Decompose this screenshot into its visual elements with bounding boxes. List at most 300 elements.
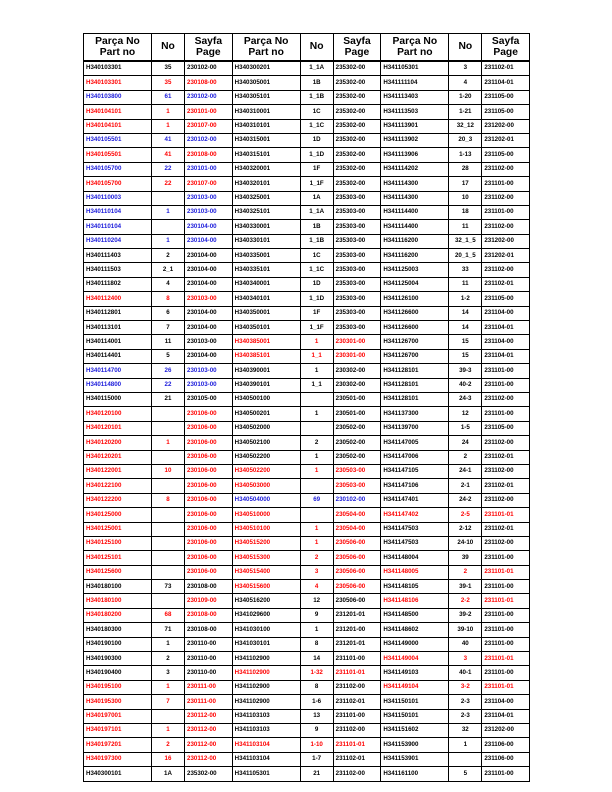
table-row xyxy=(84,292,530,306)
item-number-cell: 39-1 xyxy=(449,580,482,594)
page-number-cell: 230104-00 xyxy=(185,306,233,320)
part-number-cell: H341148106 xyxy=(381,594,449,608)
page-number-cell: 235303-00 xyxy=(333,234,381,248)
page-number-cell: 231102-00 xyxy=(482,536,530,550)
item-number-cell: 22 xyxy=(152,162,185,176)
part-number-cell: H340300101 xyxy=(84,767,152,781)
parts-index-sheet xyxy=(83,33,529,782)
table-row xyxy=(84,551,530,565)
item-number-cell: 3 xyxy=(152,666,185,680)
item-number-cell: 39 xyxy=(449,551,482,565)
item-number-cell: 4 xyxy=(300,580,333,594)
item-number-cell: 16 xyxy=(152,752,185,766)
item-number-cell: 73 xyxy=(152,580,185,594)
table-row xyxy=(84,767,530,781)
page-number-cell: 230106-00 xyxy=(185,565,233,579)
page-number-cell: 230101-00 xyxy=(185,105,233,119)
part-number-cell: H341147105 xyxy=(381,464,449,478)
part-number-cell: H341103104 xyxy=(232,752,300,766)
part-number-cell: H341113906 xyxy=(381,148,449,162)
item-number-cell: 33 xyxy=(449,263,482,277)
page-number-cell: 235303-00 xyxy=(333,277,381,291)
item-number-cell: 1_1B xyxy=(300,90,333,104)
page-number-cell: 230302-00 xyxy=(333,378,381,392)
header-part-no: Parça No Part no xyxy=(84,34,152,62)
part-number-cell: H340330101 xyxy=(232,234,300,248)
part-number-cell: H341161100 xyxy=(381,767,449,781)
item-number-cell: 11 xyxy=(449,220,482,234)
page-number-cell: 235302-00 xyxy=(185,767,233,781)
page-number-cell: 231101-01 xyxy=(482,652,530,666)
part-number-cell: H340502200 xyxy=(232,464,300,478)
page-number-cell: 230107-00 xyxy=(185,177,233,191)
part-number-cell: H340125000 xyxy=(84,508,152,522)
item-number-cell: 1F xyxy=(300,306,333,320)
part-number-cell: H341030101 xyxy=(232,637,300,651)
item-number-cell: 10 xyxy=(152,464,185,478)
table-row xyxy=(84,738,530,752)
item-number-cell: 2 xyxy=(300,436,333,450)
part-number-cell: H340320101 xyxy=(232,177,300,191)
item-number-cell: 32_1_5 xyxy=(449,234,482,248)
part-number-cell: H341126600 xyxy=(381,306,449,320)
page-number-cell: 230506-00 xyxy=(333,551,381,565)
page-number-cell: 230112-00 xyxy=(185,723,233,737)
part-number-cell: H341114300 xyxy=(381,177,449,191)
part-number-cell: H340197300 xyxy=(84,752,152,766)
page-number-cell: 231101-01 xyxy=(482,508,530,522)
part-number-cell: H340120100 xyxy=(84,407,152,421)
part-number-cell: H340502000 xyxy=(232,421,300,435)
page-number-cell: 231102-01 xyxy=(333,752,381,766)
page-number-cell: 230503-00 xyxy=(333,464,381,478)
page-number-cell: 230506-00 xyxy=(333,580,381,594)
item-number-cell: 5 xyxy=(449,767,482,781)
item-number-cell xyxy=(152,565,185,579)
table-row xyxy=(84,177,530,191)
part-number-cell: H340122200 xyxy=(84,493,152,507)
part-number-cell: H341149004 xyxy=(381,652,449,666)
part-number-cell: H341102900 xyxy=(232,695,300,709)
item-number-cell: 35 xyxy=(152,61,185,76)
part-number-cell: H341128101 xyxy=(381,378,449,392)
item-number-cell: 1 xyxy=(300,536,333,550)
part-number-cell: H341150101 xyxy=(381,695,449,709)
page-number-cell: 235302-00 xyxy=(333,105,381,119)
page-number-cell: 231101-00 xyxy=(482,767,530,781)
item-number-cell: 4 xyxy=(152,277,185,291)
part-number-cell: H340125600 xyxy=(84,565,152,579)
item-number-cell: 2_1 xyxy=(152,263,185,277)
item-number-cell: 11 xyxy=(152,335,185,349)
part-number-cell: H340110204 xyxy=(84,234,152,248)
part-number-cell: H340315001 xyxy=(232,133,300,147)
part-number-cell: H340190300 xyxy=(84,652,152,666)
page-number-cell: 231101-00 xyxy=(482,551,530,565)
part-number-cell: H340111503 xyxy=(84,263,152,277)
part-number-cell: H340180100 xyxy=(84,594,152,608)
page-number-cell: 230104-00 xyxy=(185,321,233,335)
part-number-cell: H340197201 xyxy=(84,738,152,752)
part-number-cell: H340103301 xyxy=(84,76,152,90)
page-number-cell: 231101-00 xyxy=(482,407,530,421)
page-number-cell: 231102-00 xyxy=(482,436,530,450)
page-number-cell: 230106-00 xyxy=(185,436,233,450)
page-number-cell: 231105-00 xyxy=(482,148,530,162)
page-number-cell: 231101-00 xyxy=(482,666,530,680)
page-number-cell: 230506-00 xyxy=(333,536,381,550)
page-number-cell: 235302-00 xyxy=(333,61,381,76)
item-number-cell xyxy=(152,594,185,608)
table-body xyxy=(84,61,530,781)
part-number-cell: H341030100 xyxy=(232,623,300,637)
part-number-cell: H340515200 xyxy=(232,536,300,550)
table-row xyxy=(84,608,530,622)
part-number-cell: H340335101 xyxy=(232,263,300,277)
page-number-cell: 230112-00 xyxy=(185,738,233,752)
part-number-cell: H340325001 xyxy=(232,191,300,205)
part-number-cell: H341128101 xyxy=(381,392,449,406)
item-number-cell: 35 xyxy=(152,76,185,90)
page-number-cell: 231102-00 xyxy=(482,493,530,507)
table-row xyxy=(84,162,530,176)
item-number-cell: 41 xyxy=(152,148,185,162)
item-number-cell: 12 xyxy=(449,407,482,421)
item-number-cell: 20_1_5 xyxy=(449,249,482,263)
page-number-cell: 231101-00 xyxy=(482,364,530,378)
part-number-cell: H341147503 xyxy=(381,536,449,550)
page-number-cell: 231102-00 xyxy=(482,464,530,478)
table-row xyxy=(84,364,530,378)
part-number-cell: H341151602 xyxy=(381,723,449,737)
part-number-cell: H340190100 xyxy=(84,637,152,651)
part-number-cell: H341111104 xyxy=(381,76,449,90)
part-number-cell: H341113403 xyxy=(381,90,449,104)
item-number-cell: 9 xyxy=(300,608,333,622)
page-number-cell: 230302-00 xyxy=(333,364,381,378)
page-number-cell: 231102-00 xyxy=(482,392,530,406)
page-number-cell: 235303-00 xyxy=(333,263,381,277)
page-number-cell: 231101-00 xyxy=(482,637,530,651)
item-number-cell: 41 xyxy=(152,133,185,147)
item-number-cell: 40-2 xyxy=(449,378,482,392)
part-number-cell: H340195300 xyxy=(84,695,152,709)
page-number-cell: 230110-00 xyxy=(185,666,233,680)
table-row xyxy=(84,133,530,147)
item-number-cell: 8 xyxy=(152,292,185,306)
page-number-cell: 231102-00 xyxy=(333,723,381,737)
part-number-cell: H340385001 xyxy=(232,335,300,349)
item-number-cell: 1B xyxy=(300,220,333,234)
item-number-cell: 1-32 xyxy=(300,666,333,680)
page-number-cell: 231102-00 xyxy=(482,263,530,277)
table-row xyxy=(84,205,530,219)
page-number-cell: 231102-00 xyxy=(482,220,530,234)
item-number-cell: 2 xyxy=(152,249,185,263)
item-number-cell: 1 xyxy=(152,723,185,737)
part-number-cell: H341113503 xyxy=(381,105,449,119)
table-row xyxy=(84,119,530,133)
table-row xyxy=(84,76,530,90)
item-number-cell: 1 xyxy=(152,436,185,450)
part-number-cell: H340110104 xyxy=(84,205,152,219)
part-number-cell: H340125001 xyxy=(84,522,152,536)
page-number-cell: 231105-00 xyxy=(482,292,530,306)
page-number-cell: 231201-01 xyxy=(333,608,381,622)
table-row xyxy=(84,464,530,478)
page-number-cell: 230102-00 xyxy=(185,133,233,147)
item-number-cell: 1 xyxy=(152,119,185,133)
page-number-cell: 235303-00 xyxy=(333,321,381,335)
part-number-cell: H340104101 xyxy=(84,105,152,119)
page-number-cell: 230104-00 xyxy=(185,349,233,363)
page-number-cell: 231104-00 xyxy=(482,306,530,320)
item-number-cell: 1 xyxy=(300,464,333,478)
item-number-cell: 1_1A xyxy=(300,205,333,219)
page-number-cell: 231102-00 xyxy=(482,162,530,176)
item-number-cell: 68 xyxy=(152,608,185,622)
item-number-cell: 1 xyxy=(300,450,333,464)
item-number-cell: 2-2 xyxy=(449,594,482,608)
item-number-cell: 28 xyxy=(449,162,482,176)
item-number-cell: 69 xyxy=(300,493,333,507)
item-number-cell: 1-21 xyxy=(449,105,482,119)
page-number-cell: 230501-00 xyxy=(333,407,381,421)
item-number-cell: 71 xyxy=(152,623,185,637)
part-number-cell: H340112801 xyxy=(84,306,152,320)
page-number-cell: 231101-01 xyxy=(482,565,530,579)
item-number-cell: 61 xyxy=(152,90,185,104)
item-number-cell: 1 xyxy=(300,522,333,536)
part-number-cell: H341103103 xyxy=(232,709,300,723)
part-number-cell: H340340101 xyxy=(232,292,300,306)
part-number-cell: H340197101 xyxy=(84,723,152,737)
item-number-cell: 8 xyxy=(300,637,333,651)
item-number-cell: 11 xyxy=(449,277,482,291)
part-number-cell: H340120101 xyxy=(84,421,152,435)
part-number-cell: H341102900 xyxy=(232,666,300,680)
page-number-cell: 230112-00 xyxy=(185,752,233,766)
page-number-cell: 231102-01 xyxy=(482,61,530,76)
item-number-cell: 14 xyxy=(449,321,482,335)
page-number-cell: 230103-00 xyxy=(185,378,233,392)
part-number-cell: H341125004 xyxy=(381,277,449,291)
header-no: No xyxy=(300,34,333,62)
table-row xyxy=(84,335,530,349)
part-number-cell: H340103800 xyxy=(84,90,152,104)
part-number-cell: H341126700 xyxy=(381,335,449,349)
page-number-cell: 230106-00 xyxy=(185,536,233,550)
part-number-cell: H340103301 xyxy=(84,61,152,76)
parts-index-table xyxy=(83,33,530,782)
page-number-cell: 230106-00 xyxy=(185,522,233,536)
table-row xyxy=(84,723,530,737)
page-number-cell: 231101-01 xyxy=(333,666,381,680)
page-number-cell: 231106-00 xyxy=(482,752,530,766)
item-number-cell: 8 xyxy=(300,680,333,694)
page-number-cell: 230103-00 xyxy=(185,292,233,306)
part-number-cell: H340197001 xyxy=(84,709,152,723)
page-number-cell: 230106-00 xyxy=(185,464,233,478)
part-number-cell: H340510000 xyxy=(232,508,300,522)
part-number-cell: H340515300 xyxy=(232,551,300,565)
part-number-cell: H340320001 xyxy=(232,162,300,176)
page-number-cell: 235302-00 xyxy=(333,162,381,176)
page-number-cell: 231105-00 xyxy=(482,105,530,119)
page-number-cell: 230502-00 xyxy=(333,450,381,464)
part-number-cell: H340190400 xyxy=(84,666,152,680)
page-number-cell: 231102-01 xyxy=(333,695,381,709)
page-number-cell: 230301-00 xyxy=(333,349,381,363)
part-number-cell: H340180100 xyxy=(84,580,152,594)
part-number-cell: H340516200 xyxy=(232,594,300,608)
part-number-cell: H341148004 xyxy=(381,551,449,565)
page-number-cell: 230503-00 xyxy=(333,479,381,493)
item-number-cell: 1_1B xyxy=(300,234,333,248)
header-page: Sayfa Page xyxy=(482,34,530,62)
part-number-cell: H340122100 xyxy=(84,479,152,493)
page-number-cell: 231202-00 xyxy=(482,119,530,133)
page-number-cell: 230104-00 xyxy=(185,263,233,277)
part-number-cell: H340114700 xyxy=(84,364,152,378)
part-number-cell: H341103103 xyxy=(232,723,300,737)
page-number-cell: 230301-00 xyxy=(333,335,381,349)
page-number-cell: 230104-00 xyxy=(185,220,233,234)
table-row xyxy=(84,709,530,723)
page-number-cell: 231104-01 xyxy=(482,76,530,90)
part-number-cell: H340114001 xyxy=(84,335,152,349)
page-number-cell: 230502-00 xyxy=(333,421,381,435)
item-number-cell: 1-13 xyxy=(449,148,482,162)
item-number-cell xyxy=(152,508,185,522)
page-number-cell: 231104-01 xyxy=(482,709,530,723)
page-number-cell: 231101-00 xyxy=(482,623,530,637)
part-number-cell: H340350101 xyxy=(232,321,300,335)
page-number-cell: 231102-00 xyxy=(333,767,381,781)
part-number-cell: H340104101 xyxy=(84,119,152,133)
page-number-cell: 230110-00 xyxy=(185,652,233,666)
page-number-cell: 230106-00 xyxy=(185,407,233,421)
item-number-cell: 2-3 xyxy=(449,709,482,723)
table-row xyxy=(84,306,530,320)
page-number-cell: 230106-00 xyxy=(185,508,233,522)
item-number-cell: 14 xyxy=(300,652,333,666)
page-number-cell: 231202-01 xyxy=(482,133,530,147)
item-number-cell xyxy=(449,752,482,766)
part-number-cell: H340114800 xyxy=(84,378,152,392)
item-number-cell xyxy=(152,522,185,536)
page-number-cell: 231101-01 xyxy=(333,738,381,752)
header-part-no: Parça No Part no xyxy=(381,34,449,62)
part-number-cell: H340503000 xyxy=(232,479,300,493)
part-number-cell: H341147005 xyxy=(381,436,449,450)
page-number-cell: 230108-00 xyxy=(185,623,233,637)
table-row xyxy=(84,522,530,536)
page-number-cell: 231104-00 xyxy=(482,335,530,349)
part-number-cell: H340502100 xyxy=(232,436,300,450)
item-number-cell: 7 xyxy=(152,695,185,709)
part-number-cell: H340112400 xyxy=(84,292,152,306)
page-number-cell: 231105-00 xyxy=(482,421,530,435)
part-number-cell: H340515400 xyxy=(232,565,300,579)
part-number-cell: H340105700 xyxy=(84,177,152,191)
page-number-cell: 235303-00 xyxy=(333,292,381,306)
item-number-cell xyxy=(300,421,333,435)
item-number-cell xyxy=(300,392,333,406)
page-number-cell: 235303-00 xyxy=(333,205,381,219)
part-number-cell: H341125003 xyxy=(381,263,449,277)
table-row xyxy=(84,536,530,550)
item-number-cell: 9 xyxy=(300,723,333,737)
part-number-cell: H341149103 xyxy=(381,666,449,680)
item-number-cell: 2 xyxy=(449,450,482,464)
item-number-cell: 1-5 xyxy=(449,421,482,435)
page-number-cell: 230111-00 xyxy=(185,680,233,694)
part-number-cell: H340310101 xyxy=(232,119,300,133)
item-number-cell: 2-5 xyxy=(449,508,482,522)
part-number-cell: H340120201 xyxy=(84,450,152,464)
table-row xyxy=(84,234,530,248)
part-number-cell: H341147106 xyxy=(381,479,449,493)
item-number-cell: 1 xyxy=(300,335,333,349)
item-number-cell xyxy=(152,421,185,435)
page-number-cell: 235303-00 xyxy=(333,306,381,320)
part-number-cell: H341147503 xyxy=(381,522,449,536)
item-number-cell: 18 xyxy=(449,205,482,219)
item-number-cell: 1-20 xyxy=(449,90,482,104)
part-number-cell: H340195100 xyxy=(84,680,152,694)
item-number-cell: 3 xyxy=(449,652,482,666)
table-row xyxy=(84,436,530,450)
part-number-cell: H341103104 xyxy=(232,738,300,752)
part-number-cell: H341114202 xyxy=(381,162,449,176)
part-number-cell: H341102900 xyxy=(232,680,300,694)
header-page: Sayfa Page xyxy=(185,34,233,62)
part-number-cell: H340111403 xyxy=(84,249,152,263)
part-number-cell: H340500100 xyxy=(232,392,300,406)
part-number-cell: H340504000 xyxy=(232,493,300,507)
part-number-cell: H341114400 xyxy=(381,205,449,219)
item-number-cell: 32_12 xyxy=(449,119,482,133)
part-number-cell: H341126600 xyxy=(381,321,449,335)
item-number-cell: 1 xyxy=(152,680,185,694)
part-number-cell: H341113902 xyxy=(381,133,449,147)
part-number-cell: H340390101 xyxy=(232,378,300,392)
item-number-cell: 15 xyxy=(449,335,482,349)
page-number-cell: 230108-00 xyxy=(185,148,233,162)
page-number-cell: 230109-00 xyxy=(185,594,233,608)
page-number-cell: 231102-00 xyxy=(333,680,381,694)
page-number-cell: 230106-00 xyxy=(185,551,233,565)
item-number-cell xyxy=(152,407,185,421)
item-number-cell: 5 xyxy=(152,349,185,363)
page-number-cell: 231102-01 xyxy=(482,450,530,464)
page-number-cell: 231104-01 xyxy=(482,321,530,335)
table-row xyxy=(84,378,530,392)
page-number-cell: 231106-00 xyxy=(482,738,530,752)
item-number-cell: 24-3 xyxy=(449,392,482,406)
part-number-cell: H341128101 xyxy=(381,364,449,378)
page-number-cell: 230103-00 xyxy=(185,335,233,349)
item-number-cell: 26 xyxy=(152,364,185,378)
item-number-cell: 15 xyxy=(449,349,482,363)
table-row xyxy=(84,105,530,119)
item-number-cell xyxy=(152,220,185,234)
page-number-cell: 230112-00 xyxy=(185,709,233,723)
item-number-cell: 39-3 xyxy=(449,364,482,378)
item-number-cell: 39-2 xyxy=(449,608,482,622)
part-number-cell: H341137300 xyxy=(381,407,449,421)
